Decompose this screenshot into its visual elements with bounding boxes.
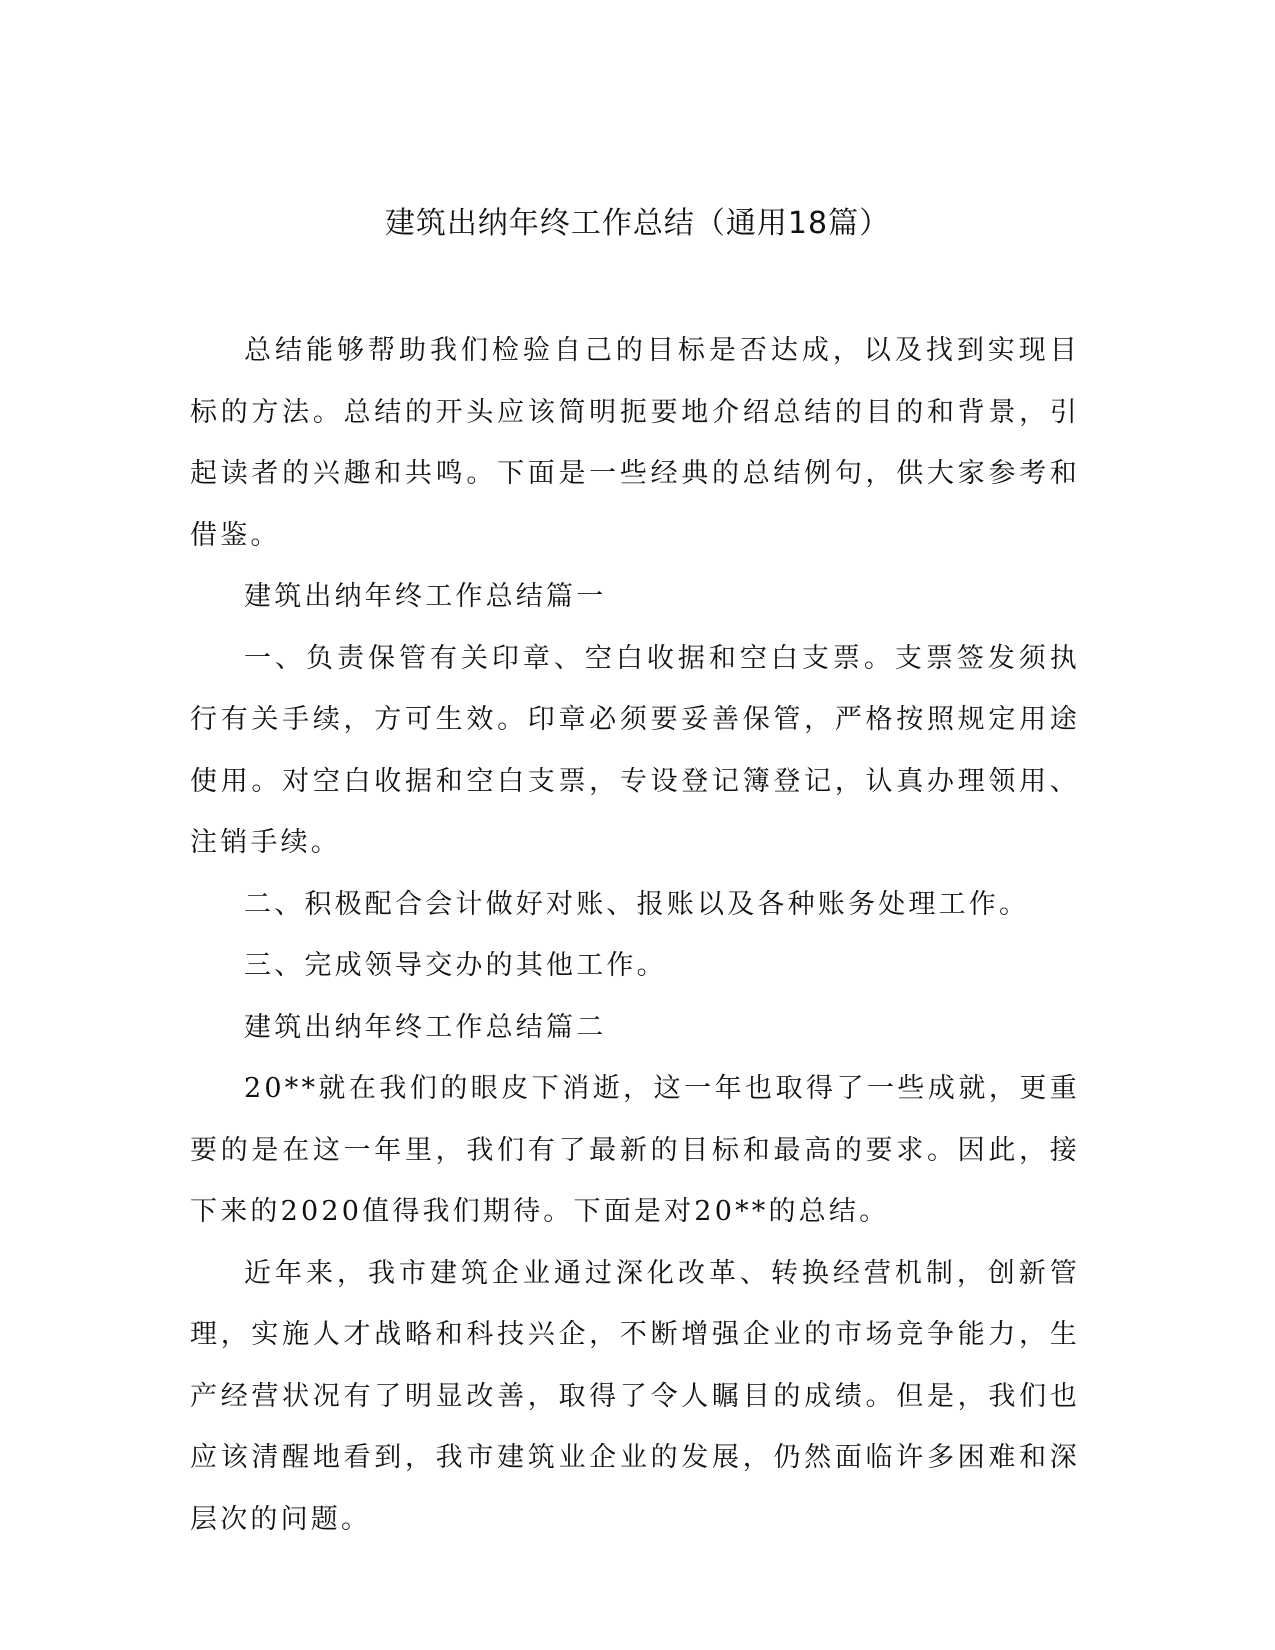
intro-paragraph: 总结能够帮助我们检验自己的目标是否达成，以及找到实现目标的方法。总结的开头应该简明扼要地介绍总结的目的和背景，引起读者的兴趣和共鸣。下面是一些经典的总结例句，供大家参考和借鉴。: [190, 335, 1080, 551]
duty-paragraph-3: 三、完成领导交办的其他工作。: [244, 950, 667, 981]
document-body: [190, 320, 1080, 1550]
duty-paragraph-2: 二、积极配合会计做好对账、报账以及各种账务处理工作。: [244, 888, 1030, 920]
duty-paragraph-1: 一、负责保管有关印章、空白收据和空白支票。支票签发须执行有关手续，方可生效。印章必须要妥善保管，严格按照规定用途使用。对空白收据和空白支票，专设登记簿登记，认真办理领用、注销手续。: [190, 642, 1080, 858]
document-title: 建筑出纳年终工作总结（通用18篇）: [384, 206, 891, 241]
section-heading-1: 建筑出纳年终工作总结篇一: [244, 581, 607, 612]
summary-paragraph: 20**就在我们的眼皮下消逝，这一年也取得了一些成就，更重要的是在这一年里，我们有了最新的目标和最高的要求。因此，接下来的2020值得我们期待。下面是对20**的总结。: [190, 1073, 1080, 1227]
section-heading-2: 建筑出纳年终工作总结篇二: [244, 1011, 607, 1043]
industry-paragraph: 近年来，我市建筑企业通过深化改革、转换经营机制，创新管理，实施人才战略和科技兴企，不断增强企业的市场竞争能力，生产经营状况有了明显改善，取得了令人瞩目的成绩。但是，我们也应该清醒地看到，我市建筑业企业的发展，仍然面临许多困难和深层次的问题。: [190, 1257, 1080, 1535]
